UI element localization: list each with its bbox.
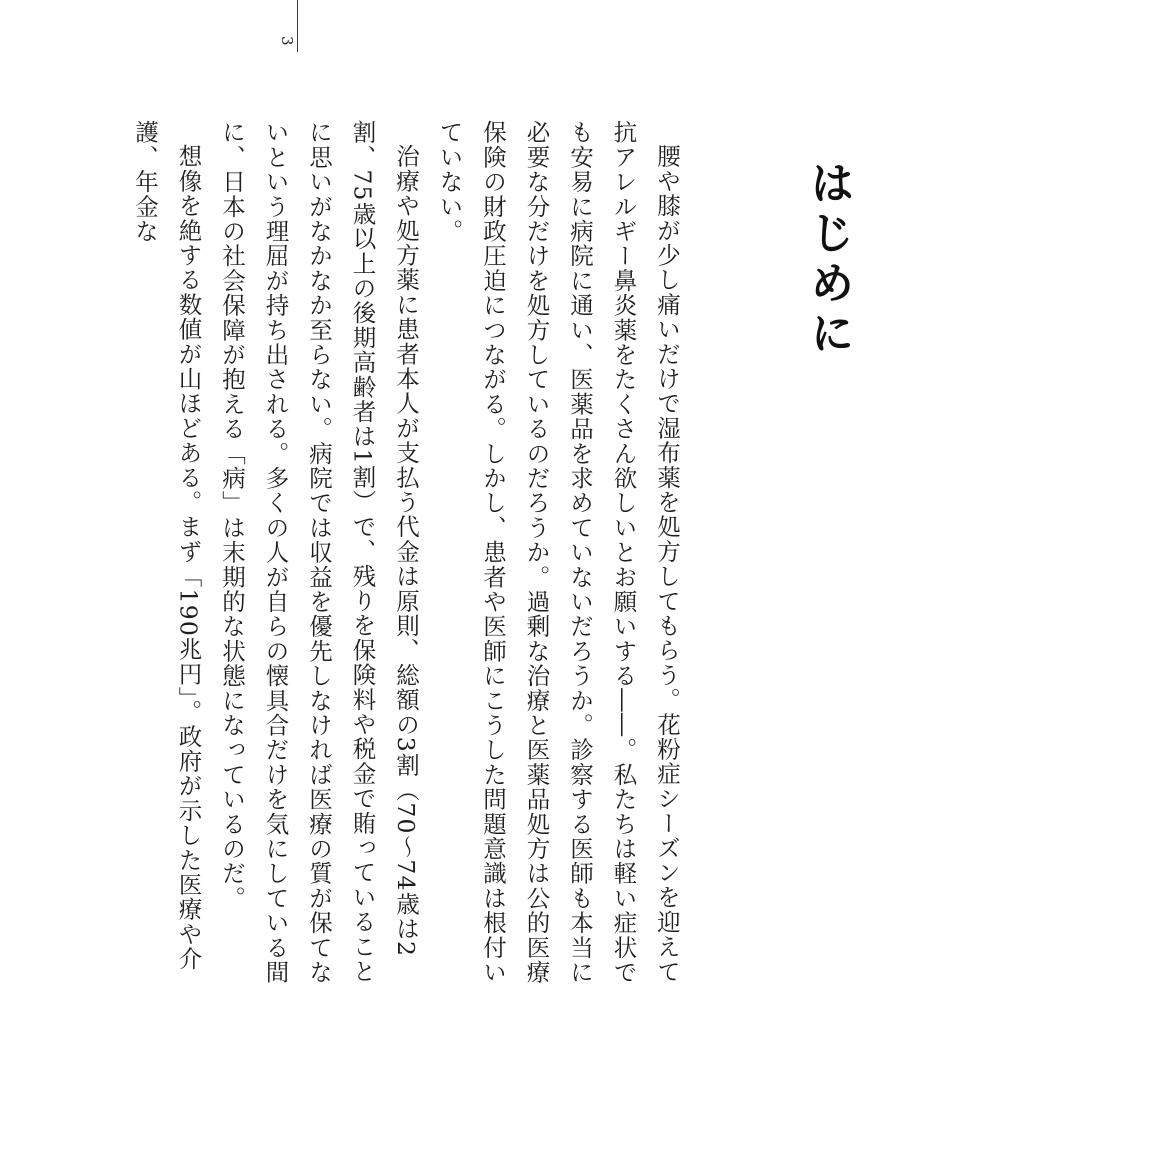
paragraph-1: 腰や膝が少し痛いだけで湿布薬を処方してもらう。花粉症シーズンを迎えて抗アレルギー鼻炎薬をたくさん欲しいとお願いする――。私たちは軽い症状でも安易に病院に通い、医薬品を求めていないだろうか。診察する医師も本当に必要な分だけを処方しているのだろうか。過剰な治療と医薬品処方は公的医療保険の財政圧迫につながる。しかし、患者や医師にこうした問題意識は根付いていない。 <box>435 120 681 985</box>
page-number: 3 <box>278 36 296 46</box>
paragraph-3: 想像を絶する数値が山ほどある。まず「190兆円」。政府が示した医療や介護、年金な <box>131 120 203 971</box>
folio-rule <box>297 0 298 52</box>
chapter-heading: はじめに <box>802 160 854 360</box>
body-text <box>123 120 689 1000</box>
paragraph-2: 治療や処方薬に患者本人が支払う代金は原則、総額の3割（70～74歳は2割、75歳以上の後期高齢者は1割）で、残りを保険料や税金で賄っていることに思いがなかなか至らない。病院では収益を優先しなければ医療の質が保てないという理屈が持ち出される。多くの人が自らの懐具合だけを気にしている間に、日本の社会保障が抱える「病」は末期的な状態になっているのだ。 <box>218 120 420 985</box>
